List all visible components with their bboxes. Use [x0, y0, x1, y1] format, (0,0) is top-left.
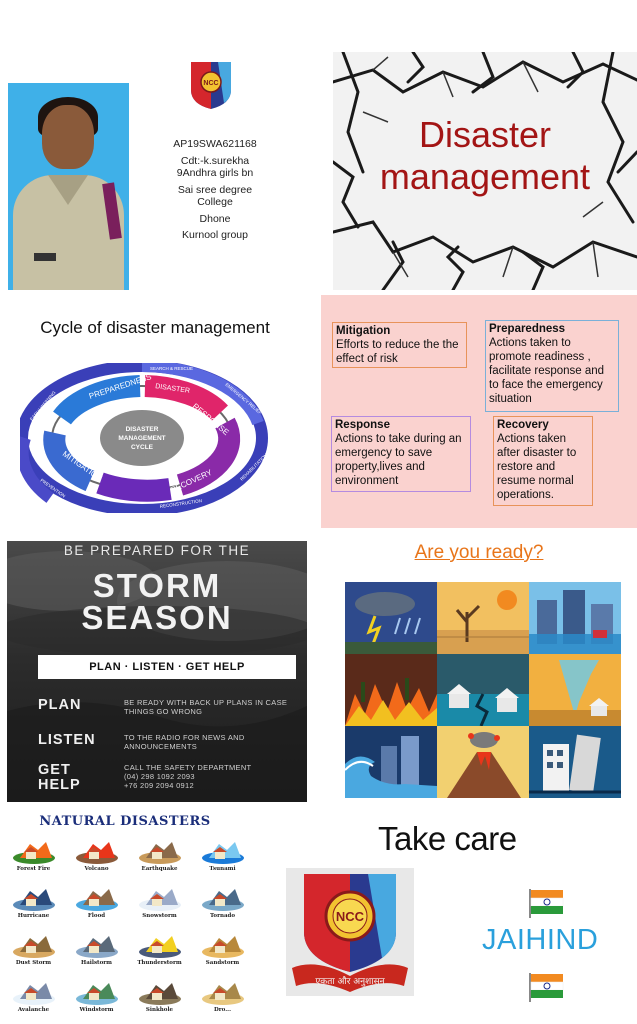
- storm-top-text: BE PREPARED FOR THE: [63, 543, 251, 558]
- natural-disaster-item: [128, 975, 191, 1022]
- disaster-illustration-icon: [12, 932, 56, 958]
- cadet-town: Dhone: [199, 212, 231, 225]
- ncc-emblem-large: [286, 868, 414, 996]
- listen-description: TO THE RADIO FOR NEWS AND ANNOUNCEMENTS: [124, 733, 245, 751]
- are-you-ready-title: Are you ready?: [414, 542, 544, 563]
- storm-word-storm: STORM: [92, 567, 222, 604]
- plan-listen-help-bar: PLAN · LISTEN · GET HELP: [38, 655, 296, 679]
- natural-disaster-item: [191, 881, 254, 928]
- cadet-name: Cdt:-k.surekha: [180, 154, 250, 167]
- cycle-emergency-relief: EMERGENCY RELIEF: [224, 381, 263, 416]
- natural-disasters-grid: [2, 834, 254, 1022]
- ncc-motto: एकता और अनुशासन: [315, 977, 385, 987]
- closing-panel: [262, 812, 637, 1024]
- cycle-prevention: PREVENTION: [39, 477, 67, 499]
- disaster-illustration-icon: [201, 838, 245, 864]
- cycle-recovery: RECOVERY: [169, 467, 214, 495]
- response-heading: Response: [335, 419, 390, 431]
- profile-panel: [0, 52, 318, 290]
- preparedness-text: Actions taken to promote readiness , facilitate response and to face the emergency situation: [489, 337, 605, 405]
- cadet-photo: [8, 83, 129, 290]
- cadet-number: AP19SWA621168: [173, 138, 257, 150]
- phases-panel: [321, 295, 637, 528]
- cycle-early-warning: EARLY WARNING: [28, 389, 57, 422]
- are-you-ready-panel: [321, 535, 637, 805]
- cycle-mitigation: MITIGATION: [60, 449, 104, 484]
- preparedness-heading: Preparedness: [489, 323, 566, 335]
- disaster-management-title: [333, 114, 637, 198]
- indian-flag-icon: [528, 888, 564, 918]
- ncc-small-label: NCC: [203, 80, 219, 87]
- natural-disaster-label: Windstorm: [79, 1007, 114, 1013]
- indian-flag-icon: [528, 972, 564, 1002]
- natural-disaster-label: Snowstorm: [142, 913, 177, 919]
- cycle-search-rescue: SEARCH & RESCUE: [150, 366, 194, 371]
- cadet-college: Sai sree degree College: [177, 183, 253, 208]
- storm-tile: [345, 582, 437, 654]
- drought-tile: [437, 582, 529, 654]
- storm-word-season: SEASON: [81, 599, 233, 636]
- natural-disaster-label: Sandstorm: [205, 960, 240, 966]
- natural-disaster-label: Tornado: [209, 913, 236, 919]
- disaster-illustration-icon: [138, 932, 182, 958]
- cycle-response: RESPONSE: [190, 401, 231, 438]
- recovery-box: [493, 416, 593, 506]
- recovery-text: Actions taken after disaster to restore and resume normal operations.: [497, 433, 577, 501]
- natural-disaster-label: Thunderstorm: [137, 960, 182, 966]
- response-text: Actions to take during an emergency to save property,lives and environment: [335, 433, 462, 487]
- natural-disaster-item: [2, 881, 65, 928]
- tsunami-tile: [345, 726, 437, 798]
- natural-disaster-label: Hailstorm: [81, 960, 112, 966]
- disaster-illustration-grid: [345, 582, 621, 798]
- plan-label: PLAN: [38, 697, 82, 713]
- help-label: GET HELP: [38, 762, 81, 793]
- disaster-cycle-diagram: [20, 363, 270, 513]
- cycle-center-3: CYCLE: [130, 444, 154, 451]
- plan-description: BE READY WITH BACK UP PLANS IN CASE THINGS GO WRONG: [124, 698, 288, 716]
- title-line-1: Disaster: [418, 114, 552, 155]
- cycle-reconstruction: RECONSTRUCTION: [159, 498, 203, 509]
- title-line-2: management: [379, 156, 591, 197]
- disaster-illustration-icon: [201, 932, 245, 958]
- wildfire-tile: [345, 654, 437, 726]
- natural-disaster-item: [191, 975, 254, 1022]
- natural-disaster-item: [2, 834, 65, 881]
- natural-disaster-label: Flood: [87, 913, 106, 919]
- natural-disaster-item: [2, 975, 65, 1022]
- natural-disaster-item: [128, 834, 191, 881]
- natural-disaster-label: Hurricane: [17, 913, 50, 919]
- cycle-title: Cycle of disaster management: [40, 318, 270, 337]
- storm-season-poster: [7, 541, 307, 802]
- disaster-illustration-icon: [12, 838, 56, 864]
- natural-disaster-label: Dro...: [214, 1007, 231, 1013]
- natural-disaster-label: Dust Storm: [15, 960, 52, 966]
- response-box: [331, 416, 471, 492]
- cycle-center-2: MANAGEMENT: [118, 435, 166, 442]
- disaster-illustration-icon: [138, 885, 182, 911]
- natural-disaster-label: Sinkhole: [145, 1007, 174, 1013]
- natural-disaster-label: Tsunami: [209, 866, 236, 872]
- natural-disaster-item: [2, 928, 65, 975]
- ncc-large-label: NCC: [335, 909, 365, 924]
- natural-disaster-label: Avalanche: [17, 1007, 50, 1013]
- help-description: CALL THE SAFETY DEPARTMENT (04) 298 1092 2093 +76 209 2094 0912: [124, 763, 252, 790]
- tornado-tile: [529, 654, 621, 726]
- natural-disaster-label: Volcano: [84, 866, 109, 872]
- cycle-center-1: DISASTER: [125, 426, 159, 433]
- flood-city-tile: [529, 582, 621, 654]
- jaihind-text: JAIHIND: [482, 924, 599, 956]
- disaster-illustration-icon: [12, 885, 56, 911]
- natural-disaster-item: [65, 975, 128, 1022]
- take-care-text: Take care: [378, 820, 517, 857]
- cadet-group: Kurnool group: [182, 229, 248, 241]
- disaster-illustration-icon: [75, 932, 119, 958]
- cycle-rehabilitation: REHABILITATION: [239, 452, 269, 482]
- natural-disaster-item: [128, 928, 191, 975]
- recovery-heading: Recovery: [497, 419, 549, 431]
- disaster-illustration-icon: [75, 885, 119, 911]
- title-panel: [333, 52, 637, 290]
- natural-disaster-item: [191, 834, 254, 881]
- cycle-preparedness: PREPAREDNESS: [87, 372, 153, 401]
- disaster-illustration-icon: [201, 885, 245, 911]
- natural-disasters-title: NATURAL DISASTERS: [39, 814, 211, 829]
- natural-disaster-item: [65, 928, 128, 975]
- ncc-logo-small: [188, 60, 234, 110]
- natural-disaster-item: [128, 881, 191, 928]
- natural-disaster-label: Forest Fire: [16, 866, 51, 872]
- disaster-illustration-icon: [138, 838, 182, 864]
- profile-details: [160, 138, 270, 246]
- earthquake-tile: [437, 654, 529, 726]
- natural-disaster-item: [65, 881, 128, 928]
- preparedness-box: [485, 320, 619, 412]
- mitigation-heading: Mitigation: [336, 325, 391, 337]
- natural-disaster-item: [65, 834, 128, 881]
- damaged-building-tile: [529, 726, 621, 798]
- cadet-battalion: 9Andhra girls bn: [176, 167, 254, 179]
- natural-disaster-label: Earthquake: [141, 866, 178, 872]
- cycle-disaster: DISASTER: [154, 383, 191, 395]
- natural-disasters-panel: [0, 812, 262, 1024]
- cycle-panel: [0, 295, 318, 528]
- disaster-illustration-icon: [138, 979, 182, 1005]
- disaster-illustration-icon: [12, 979, 56, 1005]
- volcano-tile: [437, 726, 529, 798]
- disaster-illustration-icon: [201, 979, 245, 1005]
- listen-label: LISTEN: [38, 732, 96, 748]
- mitigation-text: Efforts to reduce the the effect of risk: [336, 339, 459, 365]
- mitigation-box: [332, 322, 467, 368]
- disaster-illustration-icon: [75, 838, 119, 864]
- disaster-illustration-icon: [75, 979, 119, 1005]
- natural-disaster-item: [191, 928, 254, 975]
